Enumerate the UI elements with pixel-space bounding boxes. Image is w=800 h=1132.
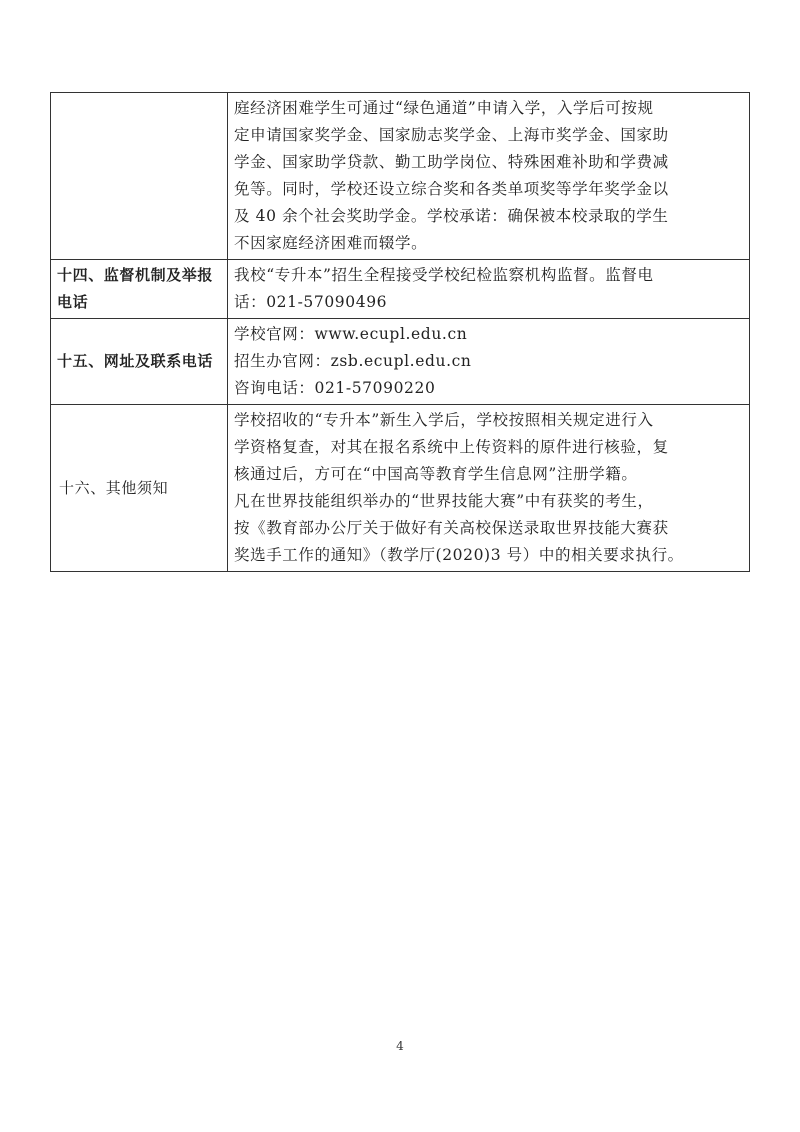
content-line: 凡在世界技能组织举办的“世界技能大赛”中有获奖的考生， [234, 492, 654, 510]
row-label-other-notes: 十六、其他须知 [51, 405, 228, 572]
row-content [228, 405, 750, 572]
row-content [228, 319, 750, 405]
content-line: 不因家庭经济困难而辍学。 [234, 234, 428, 252]
row-label-contact: 十五、网址及联系电话 [51, 319, 228, 405]
row-label-line: 十四、监督机制及举报 [57, 266, 214, 284]
row-label-empty [51, 93, 228, 260]
content-line: 学校招收的“专升本”新生入学后，学校按照相关规定进行入 [234, 411, 654, 429]
content-line: 话：021-57090496 [234, 293, 388, 311]
admissions-website-line: 招生办官网：zsb.ecupl.edu.cn [234, 352, 472, 370]
page-number: 4 [396, 1039, 404, 1053]
table-row-supervision [51, 260, 750, 319]
content-line: 定申请国家奖学金、国家励志奖学金、上海市奖学金、国家助 [234, 126, 669, 144]
table-row-other-notes [51, 405, 750, 572]
content-line: 我校“专升本”招生全程接受学校纪检监察机构监督。监督电 [234, 266, 654, 284]
row-content [228, 260, 750, 319]
content-line: 按《教育部办公厅关于做好有关高校保送录取世界技能大赛获 [234, 519, 669, 537]
school-website-line: 学校官网：www.ecupl.edu.cn [234, 325, 468, 343]
content-line: 庭经济困难学生可通过“绿色通道”申请入学，入学后可按规 [234, 99, 654, 117]
content-line: 学金、国家助学贷款、勤工助学岗位、特殊困难补助和学费减 [234, 153, 669, 171]
row-label-line: 电话 [57, 293, 89, 311]
content-line: 免等。同时，学校还设立综合奖和各类单项奖等学年奖学金以 [234, 180, 669, 198]
consult-phone-line: 咨询电话：021-57090220 [234, 379, 436, 397]
table-row-financial-aid [51, 93, 750, 260]
content-line: 学资格复查，对其在报名系统中上传资料的原件进行核验，复 [234, 438, 669, 456]
content-line: 及 40 余个社会奖助学金。学校承诺：确保被本校录取的学生 [234, 207, 669, 225]
row-content [228, 93, 750, 260]
content-line: 核通过后，方可在“中国高等教育学生信息网”注册学籍。 [234, 465, 638, 483]
policy-table [50, 92, 750, 572]
content-line: 奖选手工作的通知》（教学厅(2020)3 号）中的相关要求执行。 [234, 546, 684, 564]
table-row-contact [51, 319, 750, 405]
row-label-supervision [51, 260, 228, 319]
